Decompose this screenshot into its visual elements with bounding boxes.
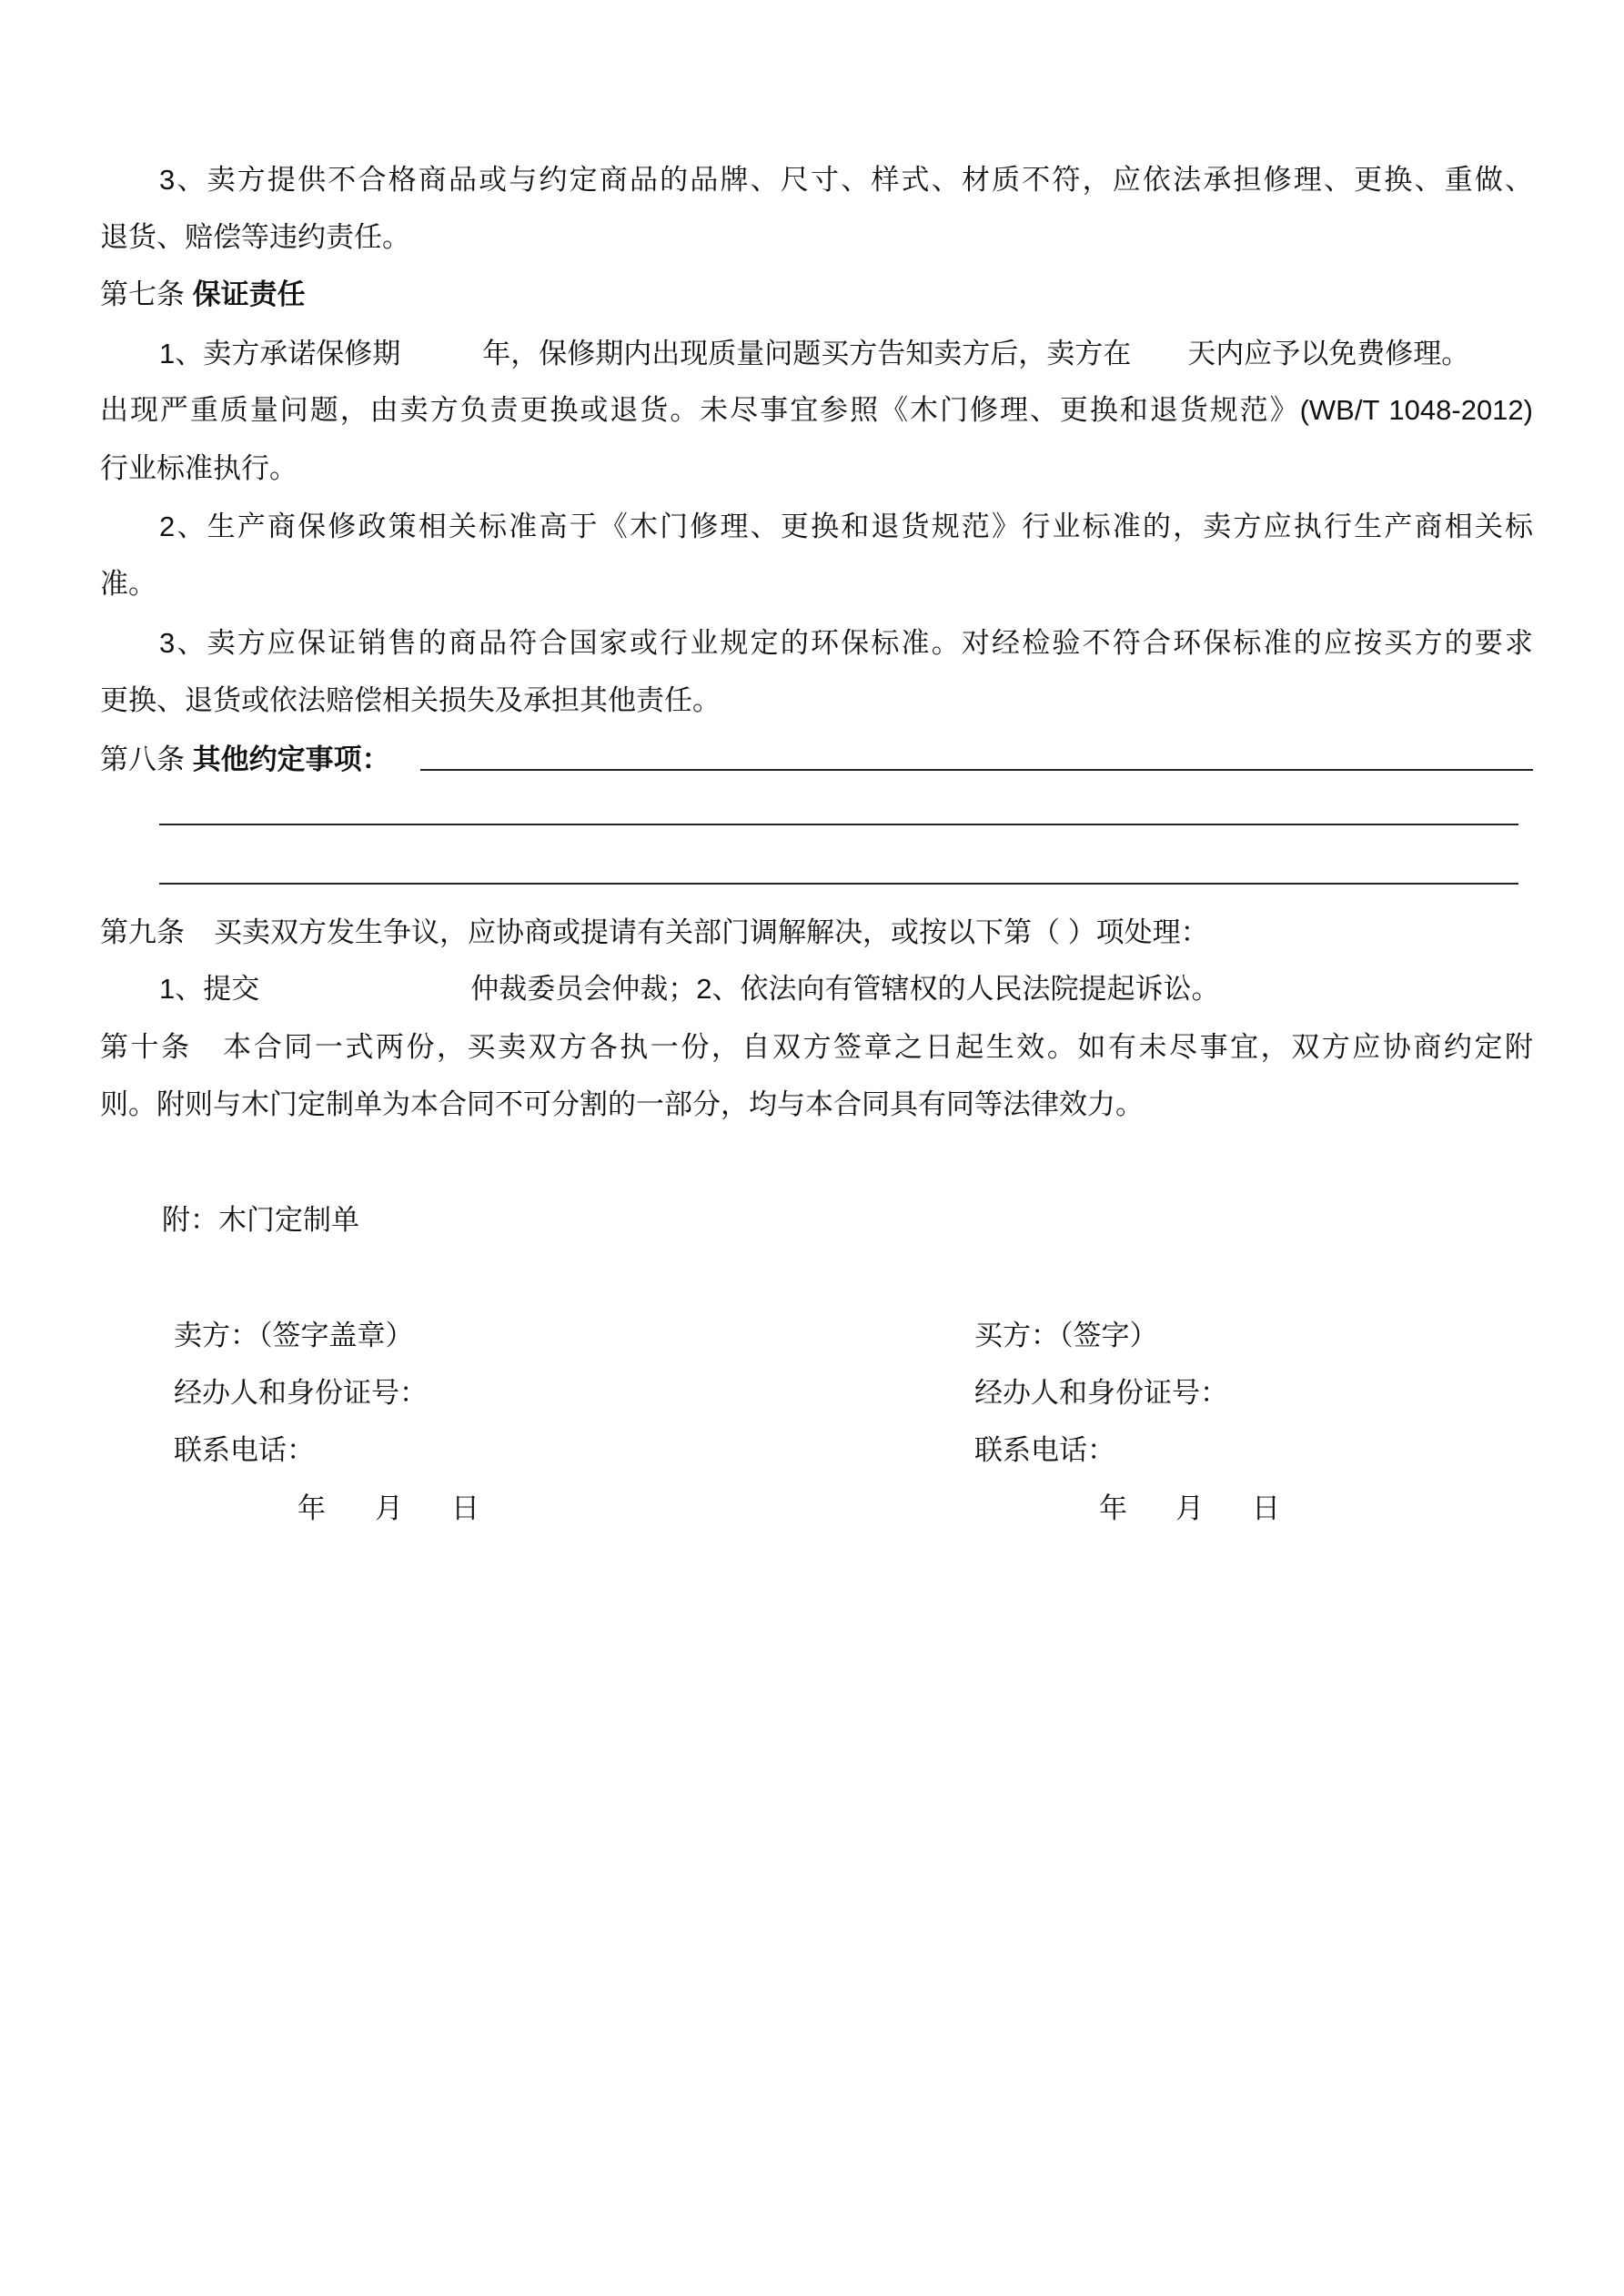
buyer-month: 月 xyxy=(1175,1492,1204,1524)
seller-day: 日 xyxy=(451,1492,479,1524)
clause8-fill-line-3[interactable] xyxy=(159,883,1518,885)
buyer-day: 日 xyxy=(1252,1492,1280,1524)
seller-phone: 联系电话： xyxy=(174,1434,315,1466)
clause9-label: 第九条 xyxy=(100,916,185,948)
clause9-option-text-1: 1、提交 xyxy=(159,973,260,1005)
clause8-fill-line-1[interactable] xyxy=(420,769,1533,771)
seller-title: 卖方：（签字盖章） xyxy=(174,1320,414,1351)
clause7-item1-line3: 行业标准执行。 xyxy=(100,452,298,484)
clause7-item1-line2: 出现严重质量问题，由卖方负责更换或退货。未尽事宜参照《木门修理、更换和退货规范》(WB/T 1048-2012) xyxy=(100,394,1533,426)
clause7-heading xyxy=(100,275,1533,315)
clause8-title: 其他约定事项： xyxy=(192,743,390,775)
clause7-item3-line2: 更换、退货或依法赔偿相关损失及承担其他责任。 xyxy=(100,684,721,716)
clause9-line1 xyxy=(100,913,1533,953)
clause7-item2-line1: 2、生产商保修政策相关标准高于《木门修理、更换和退货规范》行业标准的，卖方应执行生产商相关标 xyxy=(159,511,1533,542)
clause7-label: 第七条 xyxy=(100,278,185,310)
clause7-item2-line2: 准。 xyxy=(100,568,156,600)
warranty-text-1: 1、卖方承诺保修期 xyxy=(159,338,401,369)
clause9-options xyxy=(159,969,1533,1009)
clause6-item3-line2: 退货、赔偿等违约责任。 xyxy=(100,221,410,253)
clause8-label: 第八条 xyxy=(100,743,185,775)
buyer-year: 年 xyxy=(1099,1492,1127,1524)
clause10-line2: 则。附则与木门定制单为本合同不可分割的一部分，均与本合同具有同等法律效力。 xyxy=(100,1088,1144,1120)
buyer-agent: 经办人和身份证号： xyxy=(974,1377,1228,1409)
seller-agent: 经办人和身份证号： xyxy=(174,1377,428,1409)
clause8-heading xyxy=(100,740,1533,780)
buyer-phone: 联系电话： xyxy=(974,1434,1115,1466)
attachment-note: 附：木门定制单 xyxy=(162,1204,359,1236)
clause9-option-text-2: 仲裁委员会仲裁；2、依法向有管辖权的人民法院提起诉讼。 xyxy=(470,973,1220,1005)
buyer-title: 买方：（签字） xyxy=(974,1320,1158,1351)
seller-month: 月 xyxy=(375,1492,403,1524)
clause10-label: 第十条 xyxy=(100,1031,192,1063)
clause7-item3-line1: 3、卖方应保证销售的商品符合国家或行业规定的环保标准。对经检验不符合环保标准的应按买方的要求 xyxy=(159,627,1533,659)
seller-year: 年 xyxy=(298,1492,326,1524)
clause8-fill-line-2[interactable] xyxy=(159,824,1518,825)
clause10-text: 本合同一式两份，买卖双方各执一份，自双方签章之日起生效。如有未尽事宜，双方应协商约定附 xyxy=(220,1031,1534,1063)
clause10-line1 xyxy=(100,1027,1533,1067)
warranty-text-3: 天内应予以免费修理。 xyxy=(1187,338,1470,369)
clause7-title: 保证责任 xyxy=(192,278,306,310)
clause9-text: 买卖双方发生争议，应协商或提请有关部门调解解决，或按以下第（ ）项处理： xyxy=(214,916,1209,948)
clause6-item3-line1: 3、卖方提供不合格商品或与约定商品的品牌、尺寸、样式、材质不符，应依法承担修理、更换、重做、 xyxy=(159,164,1533,196)
warranty-text-2: 年，保修期内出现质量问题买方告知卖方后，卖方在 xyxy=(482,338,1132,369)
clause7-item1-line1 xyxy=(159,334,1533,374)
